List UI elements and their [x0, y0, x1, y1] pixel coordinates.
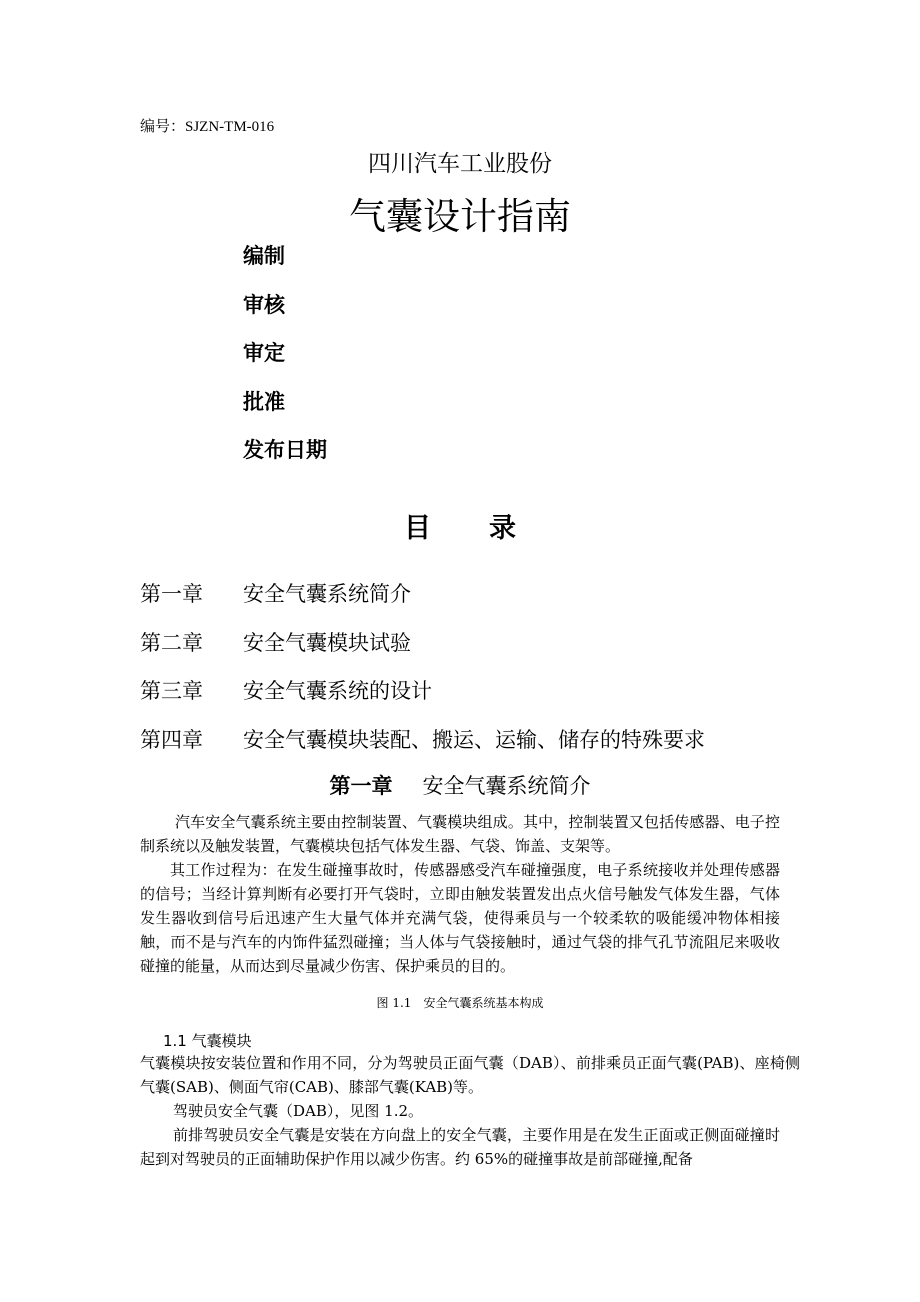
table-of-contents — [140, 578, 705, 772]
chapter-number: 第一章 — [329, 774, 393, 798]
signoff-reviewed: 审核 — [243, 292, 285, 317]
figure-caption: 图 1.1 安全气囊系统基本构成 — [376, 996, 544, 1010]
toc-chapter-title: 安全气囊模块试验 — [243, 630, 411, 655]
document-title: 气囊设计指南 — [349, 195, 571, 238]
toc-entry[interactable] — [140, 578, 705, 627]
toc-title-right: 录 — [489, 513, 516, 544]
paragraph-intro: 汽车安全气囊系统主要由控制装置、气囊模块组成。其中，控制装置又包括传感器、电子控制系统以及触发装置，气囊模块包括气体发生器、气袋、饰盖、支架等。 — [140, 813, 780, 855]
toc-chapter-number: 第三章 — [140, 679, 203, 703]
toc-chapter-title: 安全气囊系统的设计 — [243, 679, 432, 703]
section-heading: 1.1 气囊模块 — [163, 1032, 252, 1050]
toc-chapter-number: 第二章 — [140, 630, 203, 655]
toc-chapter-title: 安全气囊系统简介 — [243, 582, 411, 606]
toc-entry[interactable] — [140, 675, 705, 724]
company-name: 四川汽车工业股份 — [368, 151, 552, 177]
paragraph-process: 其工作过程为：在发生碰撞事故时，传感器感受汽车碰撞强度，电子系统接收并处理传感器的信号；当经计算判断有必要打开气袋时，立即由触发装置发出点火信号触发气体发生器，气体发生器收到信号后迅速产生大量气体并充满气袋，使得乘员与一个较柔软的吸能缓冲物体相接触，而不是与汽车的内饰件猛烈碰撞；当人体与气袋接触时，通过气袋的排气孔节流阻尼来吸收碰撞的能量，从而达到尽量减少伤害、保护乘员的目的。 — [140, 861, 780, 975]
toc-title — [0, 506, 920, 545]
chapter-heading — [0, 770, 920, 800]
toc-entry[interactable] — [140, 627, 705, 676]
toc-chapter-number: 第一章 — [140, 582, 203, 606]
paragraph-dab-detail: 前排驾驶员安全气囊是安装在方向盘上的安全气囊，主要作用是在发生正面或正侧面碰撞时起到对驾驶员的正面辅助保护作用以减少伤害。约 65%的碰撞事故是前部碰撞,配备 — [140, 1126, 780, 1168]
toc-chapter-title: 安全气囊模块装配、搬运、运输、储存的特殊要求 — [243, 727, 705, 752]
signoff-list — [243, 240, 327, 483]
signoff-verified: 审定 — [243, 341, 285, 365]
signoff-compiled: 编制 — [243, 244, 285, 268]
signoff-approved: 批准 — [243, 389, 285, 414]
paragraph-dab: 驾驶员安全气囊（DAB），见图 1.2。 — [173, 1102, 424, 1120]
toc-title-left: 目 — [404, 513, 431, 544]
document-number: 编号：SJZN-TM-016 — [140, 119, 275, 135]
toc-chapter-number: 第四章 — [140, 727, 203, 752]
signoff-release-date: 发布日期 — [243, 438, 327, 462]
toc-entry[interactable] — [140, 724, 705, 773]
chapter-title: 安全气囊系统简介 — [422, 774, 591, 798]
paragraph-module-types: 气囊模块按安装位置和作用不同，分为驾驶员正面气囊（DAB）、前排乘员正面气囊(PAB)、座椅侧气囊(SAB)、侧面气帘(CAB)、膝部气囊(KAB)等。 — [140, 1054, 800, 1096]
